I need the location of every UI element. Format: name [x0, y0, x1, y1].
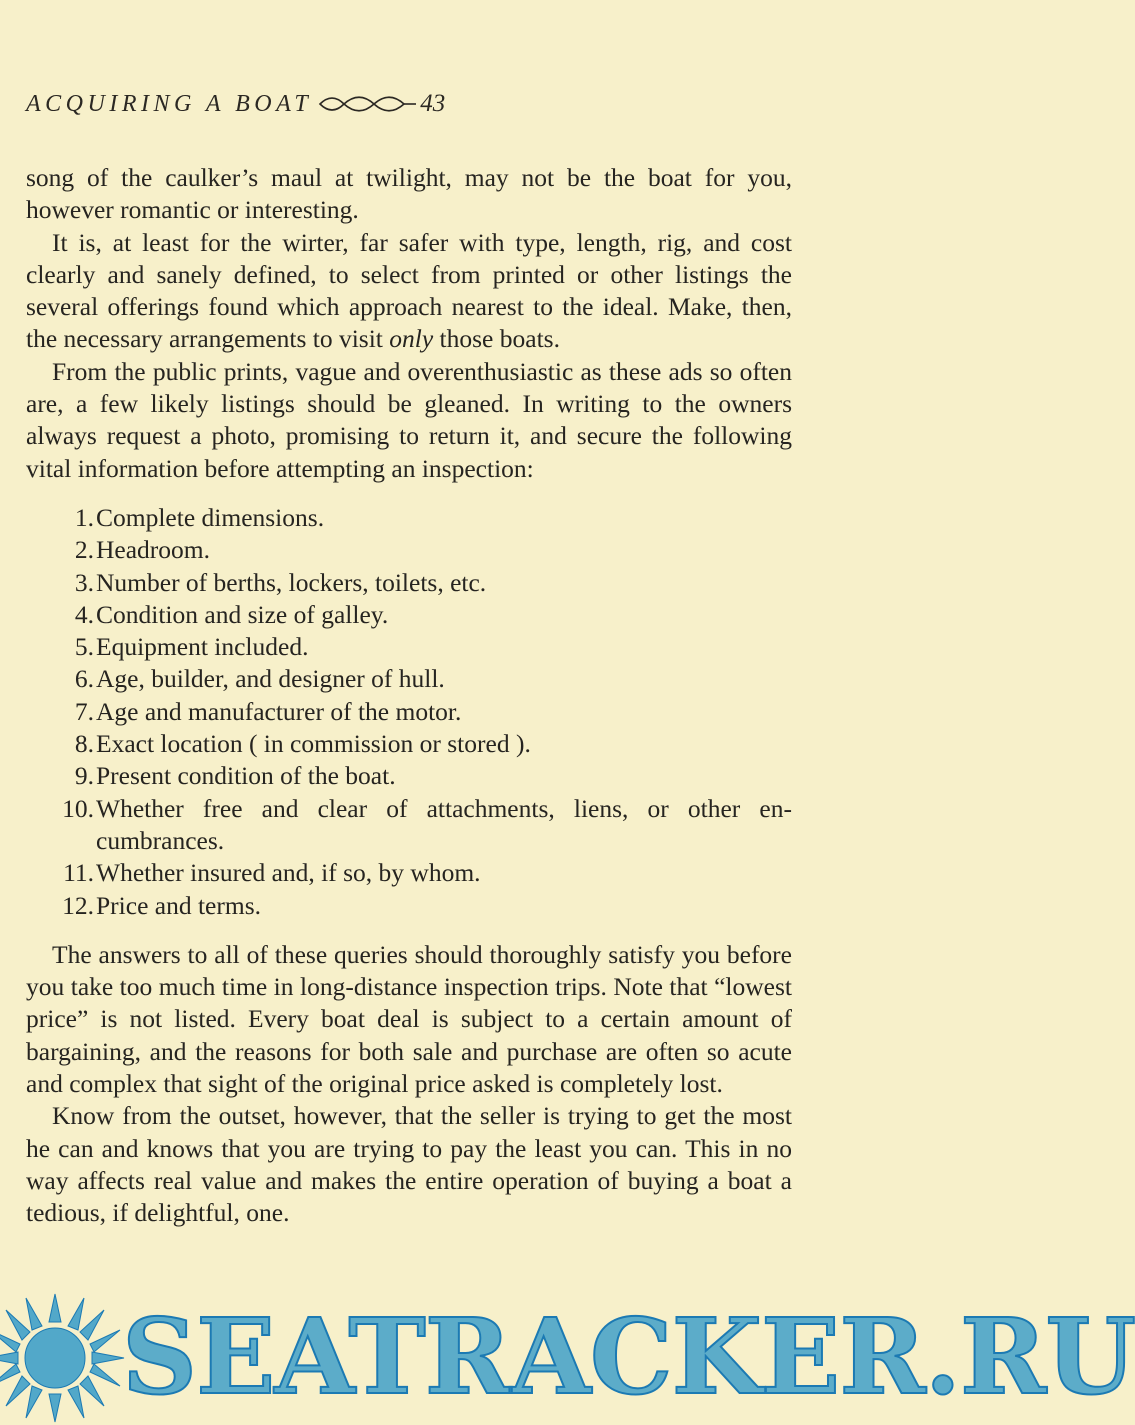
list-item: 5. Equipment included.: [74, 632, 309, 662]
list-item: 1. Complete dimensions.: [74, 502, 325, 532]
emphasis-only: only: [389, 324, 434, 354]
paragraph-1: song of the caulker’s maul at twilight, may not be the boat for you, however romantic or interesting.: [26, 163, 792, 225]
list-item: 10. Whether free and clear of attachments, liens, or other encumbrances.: [62, 793, 792, 855]
list-item: 6. Age, builder, and designer of hull.: [74, 664, 445, 694]
list-item: 8. Exact location ( in commission or stored ).: [74, 729, 531, 759]
list-item: 9. Present condition of the boat.: [74, 761, 396, 791]
wave-ornament-icon: [318, 95, 418, 113]
running-head: [26, 90, 445, 118]
sun-logo-icon: [0, 1294, 124, 1422]
list-item: 12. Price and terms.: [62, 890, 261, 920]
paragraph-3: From the public prints, vague and overenthusiastic as these ads so often are, a few likely listings should be gleaned. In writing to the owners always request a photo, promising to return it, and secure the following vital information before attempting an inspection:: [26, 356, 792, 483]
paragraph-2: It is, at least for the wirter, far safer with type, length, rig, and cost clearly and sanely defined, to select from printed or other listings the several offerings found which approach nearest to the ideal. Make, then, the necessary arrangements to visit only those boats.: [26, 227, 792, 354]
watermark: [0, 1292, 1135, 1425]
watermark-text: SEATRACKER.RU: [122, 1295, 1135, 1418]
list-item: 3. Number of berths, lockers, toilets, etc.: [74, 567, 487, 597]
page-number: 43: [420, 90, 446, 117]
information-list: [26, 502, 792, 922]
list-item: 7. Age and manufacturer of the motor.: [74, 696, 462, 726]
body-text: [26, 162, 792, 1230]
list-item: 11. Whether insured and, if so, by whom.: [63, 858, 481, 888]
running-title: ACQUIRING A BOAT: [26, 90, 313, 117]
paragraph-4: The answers to all of these queries should thoroughly satisfy you before you take too much time in long-distance inspection trips. Note that “lowest price” is not listed. Every boat deal is subject to a certain amount of bargaining, and the reasons for both sale and purchase are often so acute and complex that sight of the original price asked is completely lost.: [26, 939, 792, 1099]
list-item: 4. Condition and size of galley.: [74, 599, 389, 629]
paragraph-5: Know from the outset, however, that the seller is trying to get the most he can and knows that you are trying to pay the least you can. This in no way affects real value and makes the entire operation of buying a boat a tedious, if delightful, one.: [26, 1101, 792, 1228]
list-item: 2. Headroom.: [74, 535, 211, 565]
